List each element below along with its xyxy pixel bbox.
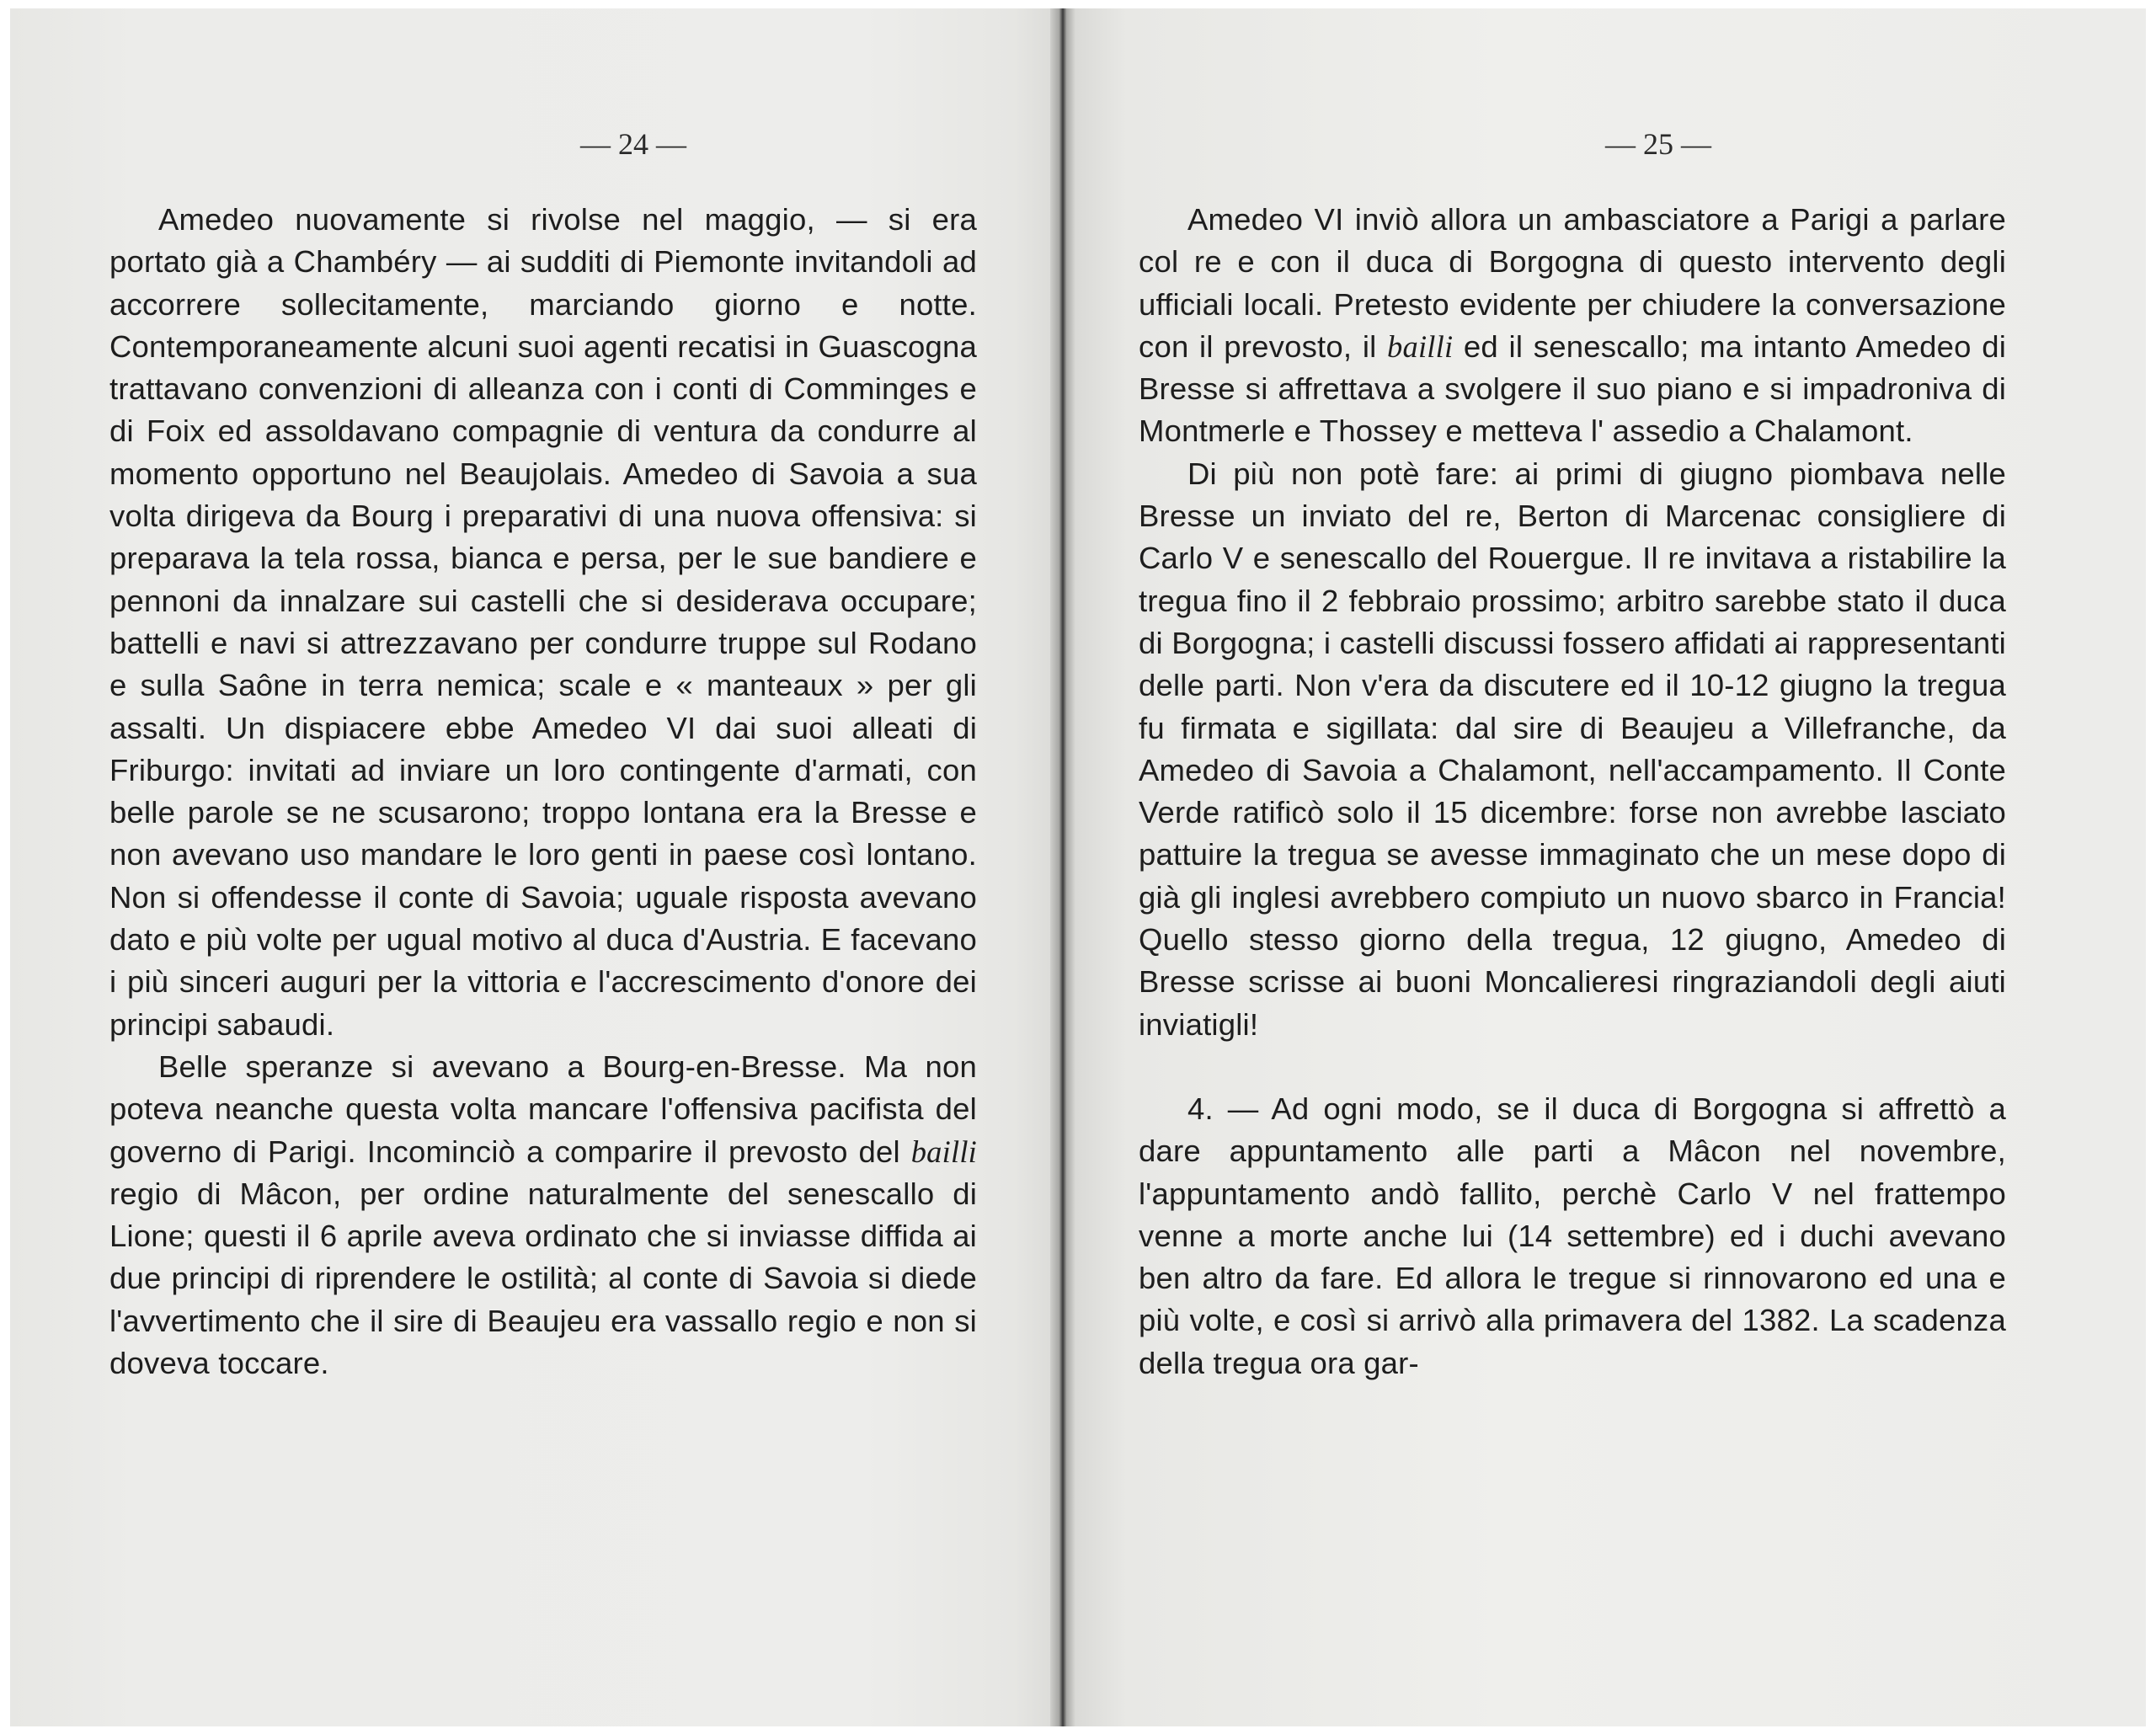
section-gap [1139,1046,2006,1088]
book-spread [10,8,2146,1726]
text-segment: Amedeo nuovamente si rivolse nel maggio, — si era portato già a Chambéry — ai sudditi di Piemonte invitandoli ad accorrere sollecitamente, marciando giorno e notte. Contemporaneamente alcuni suoi agenti recatisi in Guascogna trattavano convenzioni di alleanza con i conti di Comminges e di Foix ed assoldavano compagnie di ventura da condurre al momento opportuno nel Beaujolais. Amedeo di Savoia a sua volta dirigeva da Bourg i preparativi di una nuova offensiva: si preparava la tela rossa, bianca e persa, per le sue bandiere e pennoni da innalzare sui castelli che si desiderava occupare; battelli e navi si attrezzavano per condurre truppe sul Rodano e sulla Saône in terra nemica; scale e « manteaux » per gli assalti. Un dispiacere ebbe Amedeo VI dai suoi alleati di Friburgo: invitati ad inviare un loro contingente d'armati, con belle parole se ne scusarono; troppo lontana era la Bresse e non avevano uso mandare le loro genti in paese così lontano. Non si offendesse il conte di Savoia; uguale risposta avevano dato e più volte per ugual motivo al duca d'Austria. E facevano i più sinceri auguri per la vittoria e l'accrescimento d'onore dei principi sabaudi. [109,202,977,1042]
italic-term: bailli [1387,328,1454,364]
text-segment: Di più non potè fare: ai primi di giugno piombava nelle Bresse un inviato del re, Berton di Marcenac consigliere di Carlo V e senescallo del Rouergue. Il re invitava a ristabilire la tregua fino il 2 febbraio prossimo; arbitro sarebbe stato il duca di Borgogna; i castelli discussi fossero affidati ai rappresentanti delle parti. Non v'era da discutere ed il 10-12 giugno la tregua fu firmata e sigillata: dal sire di Beaujeu a Villefranche, da Amedeo di Savoia a Chalamont, nell'accampamento. Il Conte Verde ratificò solo il 15 dicembre: forse non avrebbe lasciato pattuire la tregua se avesse immaginato che un mese dopo di già gli inglesi avrebbero compiuto un nuovo sbarco in Francia! Quello stesso giorno della tregua, 12 giugno, Amedeo di Bresse scrisse ai buoni Moncalieresi ringraziandoli degli aiuti inviatigli! [1139,456,2006,1042]
right-page [1139,8,2006,1726]
page-body [1139,199,2006,1385]
paragraph [1139,199,2006,453]
text-segment: Amedeo VI inviò allora un ambasciatore a Parigi a parlare col re e con il duca di Borgogna di questo intervento degli ufficiali locali. Pretesto evidente per chiudere la conversazione con il prevosto, il [1139,202,2006,364]
paragraph [109,199,977,1046]
left-page [109,8,977,1726]
text-segment: regio di Mâcon, per ordine naturalmente del senescallo di Lione; questi il 6 aprile aveva ordinato che si inviasse diffida ai due principi di riprendere le ostilità; al conte di Savoia si diede l'avvertimento che il sire di Beaujeu era vassallo regio e non si doveva toccare. [109,1176,977,1381]
paragraph [1139,1088,2006,1385]
book-gutter [1050,8,1075,1726]
page-number: — 24 — [580,127,686,161]
text-segment: 4. — Ad ogni modo, se il duca di Borgogna si affrettò a dare appuntamento alle parti a Mâcon nel novembre, l'appuntamento andò fallito, perchè Carlo V nel frattempo venne a morte anche lui (14 settembre) ed i duchi avevano ben altro da fare. Ed allora le tregue si rinnovarono ed una e più volte, e così si arrivò alla primavera del 1382. La scadenza della tregua ora gar- [1139,1091,2006,1380]
paragraph [1139,453,2006,1046]
page-number: — 25 — [1605,127,1711,161]
paragraph [109,1046,977,1385]
page-body [109,199,977,1385]
italic-term: bailli [910,1134,977,1169]
text-segment: ed il senescallo; ma intanto Amedeo di Bresse si affrettava a svolgere il suo piano e si impadroniva di Montmerle e Thossey e metteva l' assedio a Chalamont. [1139,328,2006,449]
text-segment: Belle speranze si avevano a Bourg-en-Bresse. Ma non poteva neanche questa volta mancare l'offensiva pacifista del governo di Parigi. Incominciò a comparire il prevosto del [109,1048,977,1169]
